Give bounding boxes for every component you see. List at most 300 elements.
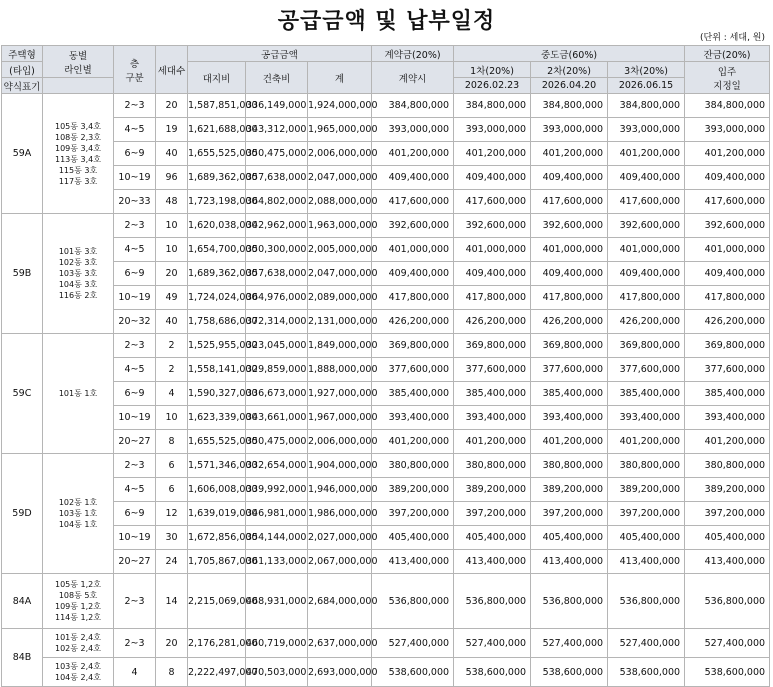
header-contract-timing: 계약시: [372, 62, 454, 94]
building-cost-cell: 357,638,000: [246, 166, 308, 190]
contract-cell: 409,400,000: [372, 262, 454, 286]
table-row: [2, 142, 770, 166]
land-cost-cell: 1,705,867,000: [188, 550, 246, 574]
building-cost-cell: 323,045,000: [246, 334, 308, 358]
land-cost-cell: 1,724,024,000: [188, 286, 246, 310]
interim-2-cell: 417,600,000: [531, 190, 608, 214]
interim-1-cell: 377,600,000: [454, 358, 531, 382]
balance-cell: 417,800,000: [685, 286, 770, 310]
interim-1-cell: 417,800,000: [454, 286, 531, 310]
land-cost-cell: 1,525,955,000: [188, 334, 246, 358]
interim-2-cell: 380,800,000: [531, 454, 608, 478]
floor-cell: 20~27: [114, 430, 156, 454]
table-row: [2, 310, 770, 334]
header-total: 계: [308, 62, 372, 94]
dong-line-text: 105동 3,4호: [55, 121, 101, 131]
total-price-cell: 2,067,000,000: [308, 550, 372, 574]
contract-cell: 527,400,000: [372, 629, 454, 658]
floor-cell: 2~3: [114, 629, 156, 658]
balance-cell: 380,800,000: [685, 454, 770, 478]
table-header: [2, 46, 770, 94]
contract-cell: 392,600,000: [372, 214, 454, 238]
header-balance-timing-1: 입주: [717, 66, 737, 78]
interim-3-cell: 397,200,000: [608, 502, 685, 526]
interim-2-cell: 417,800,000: [531, 286, 608, 310]
households-cell: 96: [156, 166, 188, 190]
house-type-cell: 59D: [2, 454, 43, 574]
interim-2-cell: 401,000,000: [531, 238, 608, 262]
table-row: [2, 478, 770, 502]
header-house-type-1: 주택형: [2, 46, 43, 62]
interim-2-cell: 405,400,000: [531, 526, 608, 550]
dong-line-text: 104동 2,4호: [55, 673, 101, 682]
interim-2-cell: 384,800,000: [531, 94, 608, 118]
header-interim-1-date: 2026.02.23: [454, 78, 531, 94]
contract-cell: 405,400,000: [372, 526, 454, 550]
interim-1-cell: 385,400,000: [454, 382, 531, 406]
floor-cell: 2~3: [114, 454, 156, 478]
land-cost-cell: 1,689,362,000: [188, 166, 246, 190]
total-price-cell: 2,005,000,000: [308, 238, 372, 262]
interim-3-cell: 426,200,000: [608, 310, 685, 334]
interim-3-cell: 417,800,000: [608, 286, 685, 310]
dong-line-cell: [43, 574, 114, 629]
interim-2-cell: 527,400,000: [531, 629, 608, 658]
interim-1-cell: 393,400,000: [454, 406, 531, 430]
interim-2-cell: 401,200,000: [531, 430, 608, 454]
dong-line-text: 108동 5호: [58, 591, 98, 600]
dong-line-cell: [43, 658, 114, 687]
balance-cell: 401,200,000: [685, 142, 770, 166]
building-cost-cell: 361,133,000: [246, 550, 308, 574]
dong-line-text: 117동 3호: [58, 176, 98, 186]
contract-cell: 389,200,000: [372, 478, 454, 502]
balance-cell: 536,800,000: [685, 574, 770, 629]
interim-3-cell: 389,200,000: [608, 478, 685, 502]
dong-line-text: 101동 3호: [58, 247, 98, 256]
balance-cell: 392,600,000: [685, 214, 770, 238]
interim-2-cell: 389,200,000: [531, 478, 608, 502]
interim-3-cell: 405,400,000: [608, 526, 685, 550]
floor-cell: 10~19: [114, 526, 156, 550]
building-cost-cell: 364,802,000: [246, 190, 308, 214]
total-price-cell: 1,965,000,000: [308, 118, 372, 142]
balance-cell: 405,400,000: [685, 526, 770, 550]
households-cell: 19: [156, 118, 188, 142]
header-building-cost: 건축비: [246, 62, 308, 94]
households-cell: 40: [156, 142, 188, 166]
contract-cell: 369,800,000: [372, 334, 454, 358]
header-floor: [114, 46, 156, 94]
table-row: [2, 658, 770, 687]
dong-line-cell: [43, 629, 114, 658]
interim-1-cell: 409,400,000: [454, 166, 531, 190]
households-cell: 40: [156, 310, 188, 334]
total-price-cell: 1,967,000,000: [308, 406, 372, 430]
balance-cell: 401,000,000: [685, 238, 770, 262]
contract-cell: 385,400,000: [372, 382, 454, 406]
floor-cell: 2~3: [114, 94, 156, 118]
table-row: [2, 118, 770, 142]
contract-cell: 397,200,000: [372, 502, 454, 526]
balance-cell: 397,200,000: [685, 502, 770, 526]
dong-line-text: 114동 1,2호: [55, 613, 101, 622]
building-cost-cell: 343,312,000: [246, 118, 308, 142]
contract-cell: 380,800,000: [372, 454, 454, 478]
households-cell: 49: [156, 286, 188, 310]
building-cost-cell: 350,300,000: [246, 238, 308, 262]
interim-2-cell: 536,800,000: [531, 574, 608, 629]
balance-cell: 409,400,000: [685, 262, 770, 286]
interim-1-cell: 392,600,000: [454, 214, 531, 238]
total-price-cell: 2,637,000,000: [308, 629, 372, 658]
contract-cell: 536,800,000: [372, 574, 454, 629]
dong-line-cell: [43, 334, 114, 454]
balance-cell: 384,800,000: [685, 94, 770, 118]
balance-cell: 385,400,000: [685, 382, 770, 406]
land-cost-cell: 1,655,525,000: [188, 430, 246, 454]
header-interim: 중도금(60%): [454, 46, 685, 62]
dong-line-text: 108동 2,3호: [55, 132, 101, 142]
interim-2-cell: 538,600,000: [531, 658, 608, 687]
households-cell: 2: [156, 334, 188, 358]
interim-3-cell: 413,400,000: [608, 550, 685, 574]
floor-cell: 20~27: [114, 550, 156, 574]
header-line: 라인별: [64, 64, 92, 76]
interim-1-cell: 538,600,000: [454, 658, 531, 687]
interim-1-cell: 417,600,000: [454, 190, 531, 214]
land-cost-cell: 1,623,339,000: [188, 406, 246, 430]
interim-1-cell: 397,200,000: [454, 502, 531, 526]
floor-cell: 2~3: [114, 214, 156, 238]
balance-cell: 393,000,000: [685, 118, 770, 142]
interim-1-cell: 536,800,000: [454, 574, 531, 629]
households-cell: 30: [156, 526, 188, 550]
floor-cell: 6~9: [114, 142, 156, 166]
interim-1-cell: 409,400,000: [454, 262, 531, 286]
table-row: [2, 358, 770, 382]
building-cost-cell: 357,638,000: [246, 262, 308, 286]
land-cost-cell: 1,654,700,000: [188, 238, 246, 262]
land-cost-cell: 1,689,362,000: [188, 262, 246, 286]
interim-3-cell: 393,000,000: [608, 118, 685, 142]
building-cost-cell: 364,976,000: [246, 286, 308, 310]
table-row: [2, 166, 770, 190]
table-row: [2, 454, 770, 478]
table-row: [2, 629, 770, 658]
total-price-cell: 1,946,000,000: [308, 478, 372, 502]
interim-3-cell: 401,200,000: [608, 142, 685, 166]
contract-cell: 401,000,000: [372, 238, 454, 262]
households-cell: 12: [156, 502, 188, 526]
interim-1-cell: 401,000,000: [454, 238, 531, 262]
households-cell: 6: [156, 478, 188, 502]
table-row: [2, 550, 770, 574]
contract-cell: 393,400,000: [372, 406, 454, 430]
interim-2-cell: 401,200,000: [531, 142, 608, 166]
households-cell: 8: [156, 430, 188, 454]
land-cost-cell: 1,587,851,000: [188, 94, 246, 118]
balance-cell: 409,400,000: [685, 166, 770, 190]
interim-1-cell: 384,800,000: [454, 94, 531, 118]
floor-cell: 6~9: [114, 502, 156, 526]
balance-cell: 393,400,000: [685, 406, 770, 430]
building-cost-cell: 460,719,000: [246, 629, 308, 658]
interim-3-cell: 417,600,000: [608, 190, 685, 214]
total-price-cell: 2,089,000,000: [308, 286, 372, 310]
interim-3-cell: 380,800,000: [608, 454, 685, 478]
building-cost-cell: 350,475,000: [246, 430, 308, 454]
interim-3-cell: 369,800,000: [608, 334, 685, 358]
header-dong-line: [43, 46, 114, 78]
land-cost-cell: 1,758,686,000: [188, 310, 246, 334]
building-cost-cell: 339,992,000: [246, 478, 308, 502]
building-cost-cell: 350,475,000: [246, 142, 308, 166]
interim-3-cell: 527,400,000: [608, 629, 685, 658]
balance-cell: 377,600,000: [685, 358, 770, 382]
building-cost-cell: 470,503,000: [246, 658, 308, 687]
balance-cell: 389,200,000: [685, 478, 770, 502]
dong-line-text: 103동 2,4호: [55, 662, 101, 671]
building-cost-cell: 329,859,000: [246, 358, 308, 382]
total-price-cell: 2,006,000,000: [308, 142, 372, 166]
contract-cell: 417,600,000: [372, 190, 454, 214]
households-cell: 10: [156, 406, 188, 430]
building-cost-cell: 343,661,000: [246, 406, 308, 430]
interim-2-cell: 385,400,000: [531, 382, 608, 406]
floor-cell: 6~9: [114, 382, 156, 406]
supply-price-table: [1, 45, 770, 687]
dong-line-text: 104동 3호: [58, 280, 98, 289]
land-cost-cell: 2,222,497,000: [188, 658, 246, 687]
house-type-cell: 59B: [2, 214, 43, 334]
contract-cell: 409,400,000: [372, 166, 454, 190]
interim-3-cell: 393,400,000: [608, 406, 685, 430]
dong-line-text: 113동 3,4호: [55, 154, 101, 164]
interim-2-cell: 409,400,000: [531, 262, 608, 286]
households-cell: 20: [156, 94, 188, 118]
total-price-cell: 1,904,000,000: [308, 454, 372, 478]
dong-line-text: 103동 3호: [58, 269, 98, 278]
page-title: 공급금액 및 납부일정: [277, 9, 496, 34]
building-cost-cell: 372,314,000: [246, 310, 308, 334]
dong-line-text: 102동 3호: [58, 258, 98, 267]
table-row: [2, 526, 770, 550]
land-cost-cell: 1,571,346,000: [188, 454, 246, 478]
table-row: [2, 502, 770, 526]
balance-cell: 369,800,000: [685, 334, 770, 358]
interim-3-cell: 401,200,000: [608, 430, 685, 454]
interim-1-cell: 401,200,000: [454, 142, 531, 166]
interim-2-cell: 392,600,000: [531, 214, 608, 238]
floor-cell: 4~5: [114, 478, 156, 502]
contract-cell: 426,200,000: [372, 310, 454, 334]
building-cost-cell: 346,981,000: [246, 502, 308, 526]
land-cost-cell: 1,723,198,000: [188, 190, 246, 214]
dong-line-text: 101동 1호: [58, 389, 98, 398]
dong-line-text: 102동 1호: [58, 498, 98, 507]
header-floor-1: 층: [129, 58, 140, 70]
interim-1-cell: 401,200,000: [454, 430, 531, 454]
header-balance-timing: [685, 62, 770, 94]
header-households: 세대수: [156, 46, 188, 94]
interim-1-cell: 527,400,000: [454, 629, 531, 658]
households-cell: 8: [156, 658, 188, 687]
balance-cell: 417,600,000: [685, 190, 770, 214]
building-cost-cell: 354,144,000: [246, 526, 308, 550]
contract-cell: 413,400,000: [372, 550, 454, 574]
header-contract: 계약금(20%): [372, 46, 454, 62]
balance-cell: 527,400,000: [685, 629, 770, 658]
total-price-cell: 2,027,000,000: [308, 526, 372, 550]
interim-1-cell: 393,000,000: [454, 118, 531, 142]
header-interim-3-date: 2026.06.15: [608, 78, 685, 94]
interim-3-cell: 377,600,000: [608, 358, 685, 382]
floor-cell: 10~19: [114, 166, 156, 190]
households-cell: 48: [156, 190, 188, 214]
table-row: [2, 406, 770, 430]
interim-2-cell: 393,000,000: [531, 118, 608, 142]
floor-cell: 2~3: [114, 574, 156, 629]
households-cell: 20: [156, 629, 188, 658]
header-balance: 잔금(20%): [685, 46, 770, 62]
dong-line-cell: [43, 214, 114, 334]
floor-cell: 10~19: [114, 406, 156, 430]
header-interim-2-date: 2026.04.20: [531, 78, 608, 94]
dong-line-text: 102동 2,4호: [55, 644, 101, 653]
total-price-cell: 1,986,000,000: [308, 502, 372, 526]
interim-1-cell: 426,200,000: [454, 310, 531, 334]
dong-line-text: 109동 3,4호: [55, 143, 101, 153]
floor-cell: 4: [114, 658, 156, 687]
total-price-cell: 1,888,000,000: [308, 358, 372, 382]
interim-3-cell: 401,000,000: [608, 238, 685, 262]
header-land-cost: 대지비: [188, 62, 246, 94]
contract-cell: 401,200,000: [372, 142, 454, 166]
table-row: [2, 262, 770, 286]
interim-3-cell: 538,600,000: [608, 658, 685, 687]
interim-2-cell: 369,800,000: [531, 334, 608, 358]
dong-line-text: 101동 2,4호: [55, 633, 101, 642]
interim-2-cell: 413,400,000: [531, 550, 608, 574]
header-house-type-3: 약식표기: [2, 78, 43, 94]
dong-line-text: 105동 1,2호: [55, 580, 101, 589]
house-type-cell: 84A: [2, 574, 43, 629]
header-supply-price: 공급금액: [188, 46, 372, 62]
total-price-cell: 1,924,000,000: [308, 94, 372, 118]
balance-cell: 426,200,000: [685, 310, 770, 334]
table-row: [2, 430, 770, 454]
households-cell: 14: [156, 574, 188, 629]
header-interim-1: 1차(20%): [454, 62, 531, 78]
house-type-cell: 84B: [2, 629, 43, 687]
total-price-cell: 2,047,000,000: [308, 166, 372, 190]
interim-3-cell: 536,800,000: [608, 574, 685, 629]
floor-cell: 4~5: [114, 238, 156, 262]
header-balance-timing-2: 지정일: [713, 80, 741, 92]
total-price-cell: 2,693,000,000: [308, 658, 372, 687]
floor-cell: 20~32: [114, 310, 156, 334]
dong-line-text: 116동 2호: [58, 291, 98, 300]
total-price-cell: 1,963,000,000: [308, 214, 372, 238]
dong-line-text: 115동 3호: [58, 165, 98, 175]
house-type-cell: 59C: [2, 334, 43, 454]
balance-cell: 413,400,000: [685, 550, 770, 574]
interim-1-cell: 389,200,000: [454, 478, 531, 502]
interim-1-cell: 369,800,000: [454, 334, 531, 358]
land-cost-cell: 2,176,281,000: [188, 629, 246, 658]
interim-1-cell: 405,400,000: [454, 526, 531, 550]
dong-line-text: 103동 1호: [58, 509, 98, 518]
land-cost-cell: 1,639,019,000: [188, 502, 246, 526]
interim-1-cell: 380,800,000: [454, 454, 531, 478]
land-cost-cell: 1,606,008,000: [188, 478, 246, 502]
floor-cell: 2~3: [114, 334, 156, 358]
households-cell: 20: [156, 262, 188, 286]
dong-line-cell: [43, 454, 114, 574]
unit-note: (단위 : 세대, 원): [700, 33, 765, 43]
land-cost-cell: 1,621,688,000: [188, 118, 246, 142]
table-row: [2, 286, 770, 310]
interim-2-cell: 393,400,000: [531, 406, 608, 430]
total-price-cell: 2,131,000,000: [308, 310, 372, 334]
land-cost-cell: 1,672,856,000: [188, 526, 246, 550]
land-cost-cell: 1,558,141,000: [188, 358, 246, 382]
table-row: [2, 238, 770, 262]
households-cell: 24: [156, 550, 188, 574]
interim-2-cell: 377,600,000: [531, 358, 608, 382]
total-price-cell: 2,684,000,000: [308, 574, 372, 629]
header-dong: 동별: [68, 50, 88, 62]
contract-cell: 393,000,000: [372, 118, 454, 142]
header-house-type-2: (타입): [2, 62, 43, 78]
table-body: [2, 94, 770, 687]
interim-3-cell: 409,400,000: [608, 166, 685, 190]
header-dong-line-blank: [43, 78, 114, 94]
total-price-cell: 2,047,000,000: [308, 262, 372, 286]
building-cost-cell: 468,931,000: [246, 574, 308, 629]
floor-cell: 6~9: [114, 262, 156, 286]
interim-3-cell: 384,800,000: [608, 94, 685, 118]
households-cell: 10: [156, 214, 188, 238]
land-cost-cell: 1,590,327,000: [188, 382, 246, 406]
house-type-cell: 59A: [2, 94, 43, 214]
building-cost-cell: 332,654,000: [246, 454, 308, 478]
land-cost-cell: 1,620,038,000: [188, 214, 246, 238]
table-row: [2, 334, 770, 358]
balance-cell: 538,600,000: [685, 658, 770, 687]
total-price-cell: 1,927,000,000: [308, 382, 372, 406]
header-interim-2: 2차(20%): [531, 62, 608, 78]
dong-line-cell: [43, 94, 114, 214]
land-cost-cell: 2,215,069,000: [188, 574, 246, 629]
interim-2-cell: 397,200,000: [531, 502, 608, 526]
contract-cell: 401,200,000: [372, 430, 454, 454]
total-price-cell: 2,006,000,000: [308, 430, 372, 454]
interim-1-cell: 413,400,000: [454, 550, 531, 574]
table-row: [2, 94, 770, 118]
building-cost-cell: 336,673,000: [246, 382, 308, 406]
header-interim-3: 3차(20%): [608, 62, 685, 78]
interim-3-cell: 392,600,000: [608, 214, 685, 238]
land-cost-cell: 1,655,525,000: [188, 142, 246, 166]
interim-2-cell: 426,200,000: [531, 310, 608, 334]
table-row: [2, 382, 770, 406]
total-price-cell: 1,849,000,000: [308, 334, 372, 358]
households-cell: 6: [156, 454, 188, 478]
floor-cell: 4~5: [114, 118, 156, 142]
floor-cell: 20~33: [114, 190, 156, 214]
